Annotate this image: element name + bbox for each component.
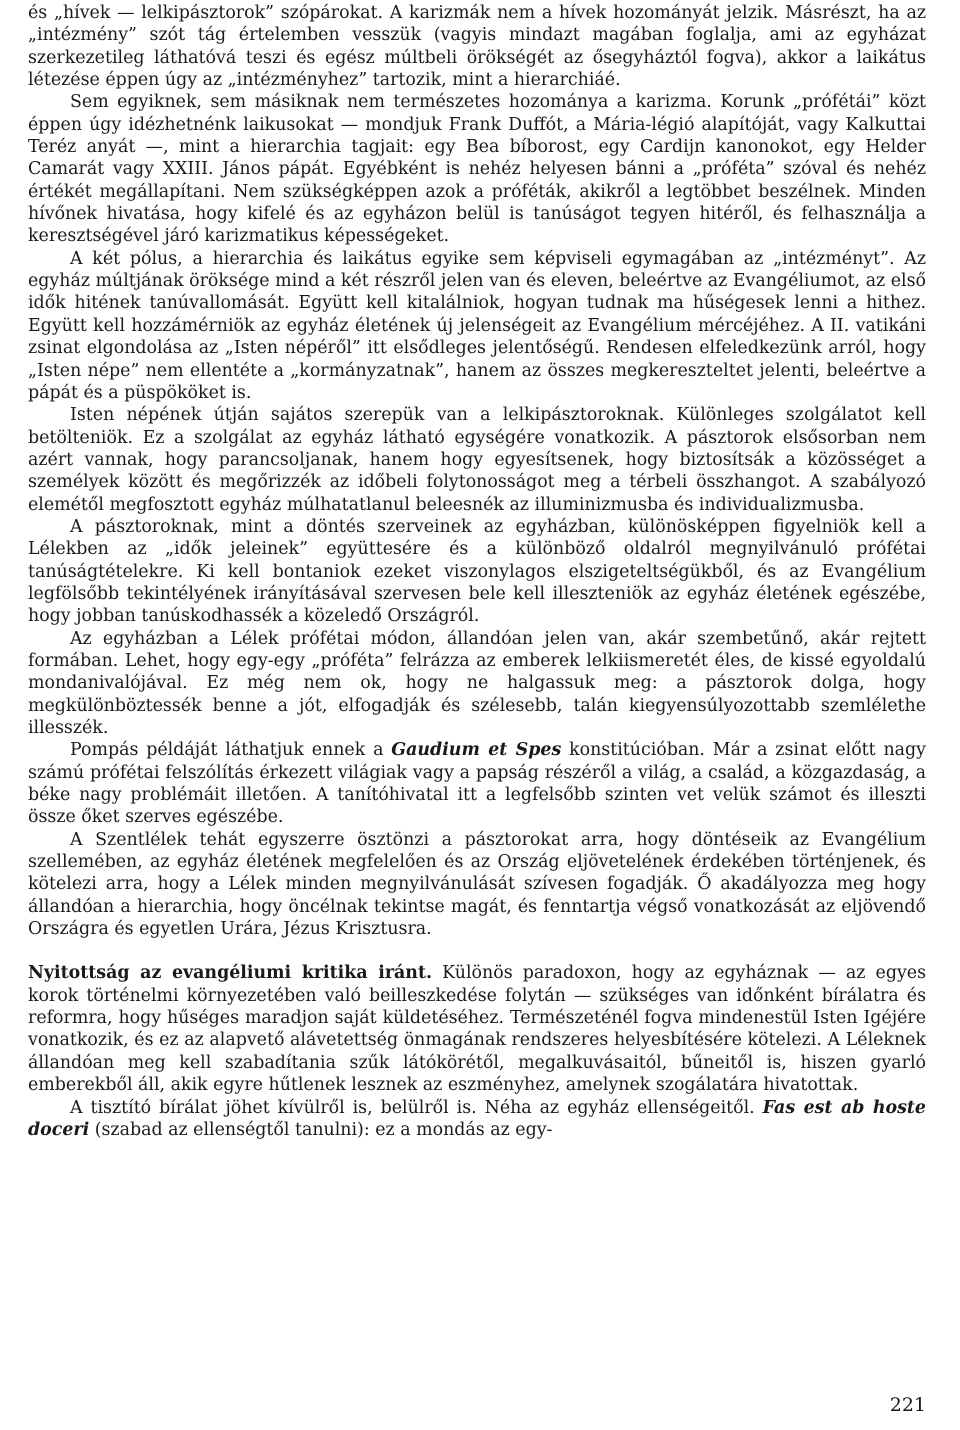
- paragraph-2: [28, 91, 926, 247]
- paragraph-7-text-a: Pompás példáját láthatjuk ennek a: [70, 740, 392, 761]
- section-heading: Nyitottság az evangéliumi kritika iránt.: [28, 963, 433, 984]
- paragraph-8-text: A Szentlélek tehát egyszerre ösztönzi a pásztorokat arra, hogy döntéseik az Evangélium szellemében, az egyház életének megfelelően és az Ország eljövetelének érdekében történjenek, és kötelezi arra, hogy a Lélek minden megnyilvánulását szívesen fogadják. Ő akadályozza meg hogy állandóan a hierarchia, hogy öncélnak tekintse magát, és fenntartja végső vonatkozását az eljövendő Országra és egyetlen Urára, Jézus Krisztusra.: [28, 829, 926, 940]
- paragraph-10-latin-quote: Fas est ab hoste doceri: [28, 1097, 926, 1140]
- paragraph-7: [28, 739, 926, 828]
- paragraph-5: [28, 516, 926, 628]
- paragraph-6: [28, 628, 926, 740]
- paragraph-1-text: és „hívek — lelkipásztorok” szópárokat. A karizmák nem a hívek hozományát jelzik. Másrészt, ha az „intézmény” szót tág értelemben vesszük (vagyis mindazt magában foglalja, ami az egyházat szerkezetileg láthatóvá teszi és egész múltbeli örökségét az ősegyháztól fogva), akkor a laikátus létezése éppen úgy az „intézményhez” tartozik, mint a hierarchiáé.: [28, 3, 926, 91]
- paragraph-1: [28, 2, 926, 91]
- paragraph-10-text-a: A tisztító bírálat jöhet kívülről is, belülről is. Néha az egyház ellenségeitől.: [70, 1097, 763, 1118]
- paragraph-10: [28, 1097, 926, 1142]
- paragraph-4-text: Isten népének útján sajátos szerepük van a lelkipásztoroknak. Különleges szolgálatot kell betölteniök. Ez a szolgálat az egyház látható egységére vonatkozik. A pásztorok elsősorban nem azért vannak, hogy parancsoljanak, hanem hogy egyesítsenek, hogy biztosítsák a közösséget a személyek között és megőrizzék az időbeli folytonosságot meg a térbeli összhangot. A szabályozó elemétől megfosztott egyház múlhatatlanul beleesnék az illuminizmusba és individualizmusba.: [28, 405, 926, 515]
- page-text: [28, 2, 926, 1141]
- paragraph-5-text: A pásztoroknak, mint a döntés szerveinek az egyházban, különösképpen figyelniök kell a Lélekben az „idők jeleinek” együttesére és a különböző oldalról megnyilvánuló prófétai tanúságtételekre. Ki kell bontaniok ezeket viszonylagos elszigeteltségükből, és az Evangélium legfölsőbb tekintélyének irányításával szervesen bele kell illeszteniök az egyház életének egészébe, hogy jobban tanúskodhassék a közeledő Országról.: [28, 516, 926, 627]
- paragraph-9: [28, 962, 926, 1096]
- paragraph-2-text: Sem egyiknek, sem másiknak nem természetes hozománya a karizma. Korunk „prófétái” közt éppen úgy idézhetnénk laikusokat — mondjuk Frank Duffót, a Mária-légió alapítóját, vagy Kalkuttai Teréz anyát —, mint a hierarchia tagjait: egy Bea bíborost, egy Cardijn kanonokot, egy Helder Camarát vagy XXIII. János pápát. Egyébként is nehéz helyesen bánni a „próféta” szóval és nehéz értékét megállapítani. Nem szükségképpen azok a próféták, akikről a legtöbbet beszélnek. Minden hívőnek hivatása, hogy kifelé és az egyházon belül is tanúságot tegyen hitéről, és felhasználja a keresztségével járó karizmatikus képességeket.: [28, 92, 926, 247]
- paragraph-3: [28, 248, 926, 404]
- paragraph-10-text-b: (szabad az ellenségtől tanulni): ez a mondás az egy-: [89, 1119, 553, 1140]
- paragraph-9-text: Különös paradoxon, hogy az egyháznak — az egyes korok történelmi környezetében való beilleszkedése folytán — szükséges van időnként bírálatra és reformra, hogy hűséges maradjon saját küldetéséhez. Természeténél fogva mindenestül Isten Igéjére vonatkozik, és ez az alapvető alávetettség önmagának rendszeres helyesbítésére kötelezi. A Léleknek állandóan meg kell szabadítania szűk látókörétől, megalkuvásaitól, bűneitől is, hiszen gyarló emberekből áll, akik egyre hűtlenek lesznek az eszményhez, amelynek szogálatára hivatottak.: [28, 963, 926, 1096]
- paragraph-4: [28, 404, 926, 516]
- paragraph-7-document-title: Gaudium et Spes: [391, 740, 562, 761]
- page-number: 221: [889, 1394, 926, 1416]
- paragraph-8: [28, 829, 926, 941]
- paragraph-3-text: A két pólus, a hierarchia és laikátus egyike sem képviseli egymagában az „intézményt”. Az egyház múltjának öröksége mind a két részről jelen van és eleven, beleértve az Evangéliumot, az első idők hitének tanúvallomását. Együtt kell kitalálniok, hogyan tudnak ma hűségesek lenni a hithez. Együtt kell hozzámérniök az egyház életének új jelenségeit az Evangélium mércéjéhez. A II. vatikáni zsinat elgondolása az „Isten népéről” itt elsődleges jelentőségű. Rendesen elfeledkezünk arról, hogy „Isten népe” nem ellentéte a „kormányzatnak”, hanem az összes megkereszteltet jelenti, beleértve a pápát és a püspököket is.: [28, 248, 926, 403]
- paragraph-7-text-b: konstitúcióban. Már a zsinat előtt nagy számú prófétai felszólítás érkezett világiak vagy a papság részéről a világ, a család, a közgazdaság, a béke nagy problémáit illetően. A tanítóhivatal itt a legfelsőbb szinten vet velük számot és illeszti össze őket szerves egészébe.: [28, 740, 926, 828]
- paragraph-6-text: Az egyházban a Lélek prófétai módon, állandóan jelen van, akár szembetűnő, akár rejtett formában. Lehet, hogy egy-egy „próféta” felrázza az emberek lelkiismeretét éles, de kissé egyoldalú mondanivalójával. Ez még nem ok, hogy ne halgassuk meg: a pásztorok dolga, hogy megkülönböztessék benne a jót, elfogadják és szélesebb, talán kiegyensúlyozottabb szemlélethe illesszék.: [28, 628, 926, 738]
